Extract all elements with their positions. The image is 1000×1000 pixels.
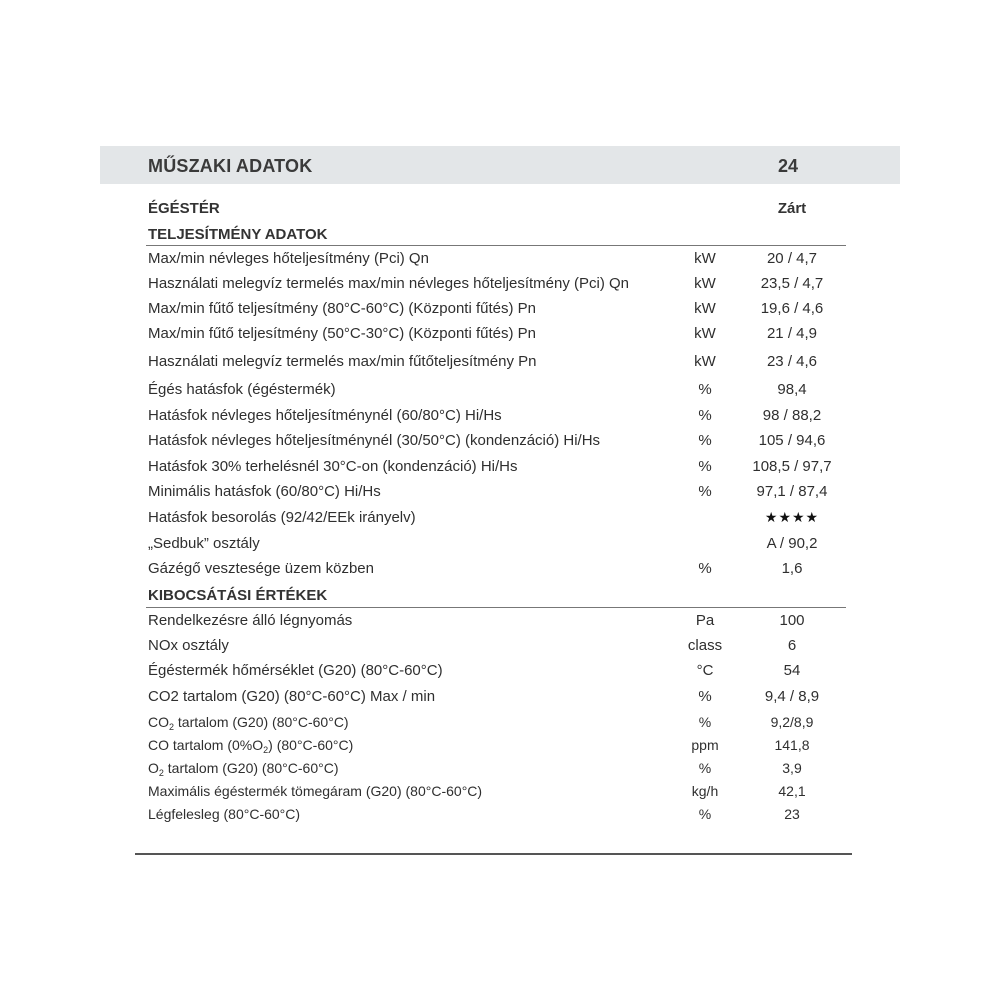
row-unit: %: [698, 432, 712, 449]
combustion-chamber-value: Zárt: [777, 200, 807, 217]
row-unit: %: [698, 483, 712, 500]
row-value: 105 / 94,6: [758, 432, 826, 449]
row-unit: kW: [694, 275, 716, 292]
row-label: Gázégő vesztesége üzem közben: [148, 560, 374, 577]
row-unit: ppm: [691, 737, 719, 753]
row-value: 9,2/8,9: [770, 714, 814, 730]
table-bottom-rule: [135, 853, 852, 855]
row-value: 23: [784, 806, 800, 822]
row-label: $CO_2$ tartalom (G20) (80°C-60°C): [148, 714, 349, 732]
table-row: [146, 714, 846, 736]
row-unit: %: [698, 760, 712, 776]
row-label: Max/min fűtő teljesítmény (80°C-60°C) (Központi fűtés) Pn: [148, 300, 536, 317]
row-value: 21 / 4,9: [766, 325, 818, 342]
table-row: [146, 612, 846, 634]
table-row: [146, 300, 846, 322]
combustion-chamber-label: ÉGÉSTÉR: [148, 200, 220, 217]
row-label: Légfelesleg (80°C-60°C): [148, 806, 301, 822]
row-unit: %: [698, 407, 712, 424]
row-unit: %: [698, 688, 712, 705]
performance-section-title: TELJESÍTMÉNY ADATOK: [148, 226, 328, 243]
table-row: [146, 458, 846, 480]
efficiency-stars: ★★★★: [764, 509, 820, 525]
emissions-section-title: KIBOCSÁTÁSI ÉRTÉKEK: [148, 587, 328, 604]
table-row: [146, 637, 846, 659]
row-label: Minimális hatásfok (60/80°C) Hi/Hs: [148, 483, 381, 500]
row-value: 20 / 4,7: [766, 250, 818, 267]
row-label: Max/min névleges hőteljesítmény (Pci) Qn: [148, 250, 429, 267]
row-unit: %: [698, 381, 712, 398]
emissions-section-divider: [146, 607, 846, 608]
row-value: 19,6 / 4,6: [760, 300, 824, 317]
row-value: 23 / 4,6: [766, 353, 818, 370]
row-value: 6: [787, 637, 797, 654]
row-unit: kW: [694, 353, 716, 370]
row-label: Rendelkezésre álló légnyomás: [148, 612, 353, 629]
row-value: 108,5 / 97,7: [752, 458, 832, 475]
row-label: Égéstermék hőmérséklet (G20) (80°C-60°C): [148, 662, 443, 679]
table-row: [146, 535, 846, 557]
row-value: 54: [783, 662, 801, 679]
row-value: 141,8: [774, 737, 810, 753]
row-unit: %: [698, 806, 712, 822]
row-unit: %: [698, 714, 712, 730]
row-label: Hatásfok 30% terhelésnél 30°C-on (kondenzáció) Hi/Hs: [148, 458, 518, 475]
row-value: A / 90,2: [766, 535, 818, 552]
row-value: 1,6: [781, 560, 803, 577]
table-row: [146, 806, 846, 828]
row-value: 42,1: [778, 783, 806, 799]
row-unit: kW: [694, 325, 716, 342]
table-row: [146, 381, 846, 403]
row-label: CO2 tartalom (G20) (80°C-60°C) Max / min: [148, 688, 436, 705]
row-value: 97,1 / 87,4: [756, 483, 828, 500]
row-unit: °C: [696, 662, 714, 679]
row-unit: %: [698, 458, 712, 475]
row-label: NOx osztály: [148, 637, 229, 654]
row-value: 23,5 / 4,7: [760, 275, 824, 292]
row-label: Hatásfok névleges hőteljesítménynél (30/50°C) (kondenzáció) Hi/Hs: [148, 432, 601, 449]
table-row: [146, 250, 846, 272]
row-value: 98,4: [777, 381, 807, 398]
row-label: Égés hatásfok (égéstermék): [148, 381, 336, 398]
table-row: [146, 407, 846, 429]
table-row: [146, 662, 846, 684]
row-value: 3,9: [782, 760, 802, 776]
row-label: Használati melegvíz termelés max/min névleges hőteljesítmény (Pci) Qn: [148, 275, 630, 292]
row-unit: %: [698, 560, 712, 577]
row-label: Max/min fűtő teljesítmény (50°C-30°C) (Központi fűtés) Pn: [148, 325, 536, 342]
row-value: 100: [779, 612, 805, 629]
table-row: [146, 509, 846, 531]
row-label: „Sedbuk” osztály: [148, 535, 260, 552]
row-label: Hatásfok névleges hőteljesítménynél (60/80°C) Hi/Hs: [148, 407, 502, 424]
table-row: [146, 325, 846, 347]
row-value: 98 / 88,2: [762, 407, 822, 424]
row-label: CO tartalom $(0\%O_2)$ (80°C-60°C): [148, 737, 354, 755]
row-label: $O_2$ tartalom (G20) (80°C-60°C): [148, 760, 339, 778]
performance-section-divider: [146, 245, 846, 246]
table-row: [146, 560, 846, 582]
table-row: [146, 275, 846, 297]
table-row: [146, 760, 846, 782]
table-row: [146, 483, 846, 505]
row-value: 9,4 / 8,9: [764, 688, 820, 705]
row-label: Hatásfok besorolás (92/42/EEk irányelv): [148, 509, 416, 526]
table-row: [146, 737, 846, 759]
row-label: Maximális égéstermék tömegáram (G20) (80°C-60°C): [148, 783, 483, 799]
table-row: [146, 432, 846, 454]
table-title: MŰSZAKI ADATOK: [148, 156, 313, 176]
row-unit: Pa: [695, 612, 715, 629]
table-row: [146, 688, 846, 710]
table-row: [146, 783, 846, 805]
row-unit: kg/h: [691, 783, 719, 799]
row-unit: kW: [694, 300, 716, 317]
table-row: [146, 353, 846, 375]
row-unit: kW: [694, 250, 716, 267]
model-column-header: 24: [777, 156, 799, 176]
row-unit: class: [687, 637, 723, 654]
row-label: Használati melegvíz termelés max/min fűtőteljesítmény Pn: [148, 353, 537, 370]
